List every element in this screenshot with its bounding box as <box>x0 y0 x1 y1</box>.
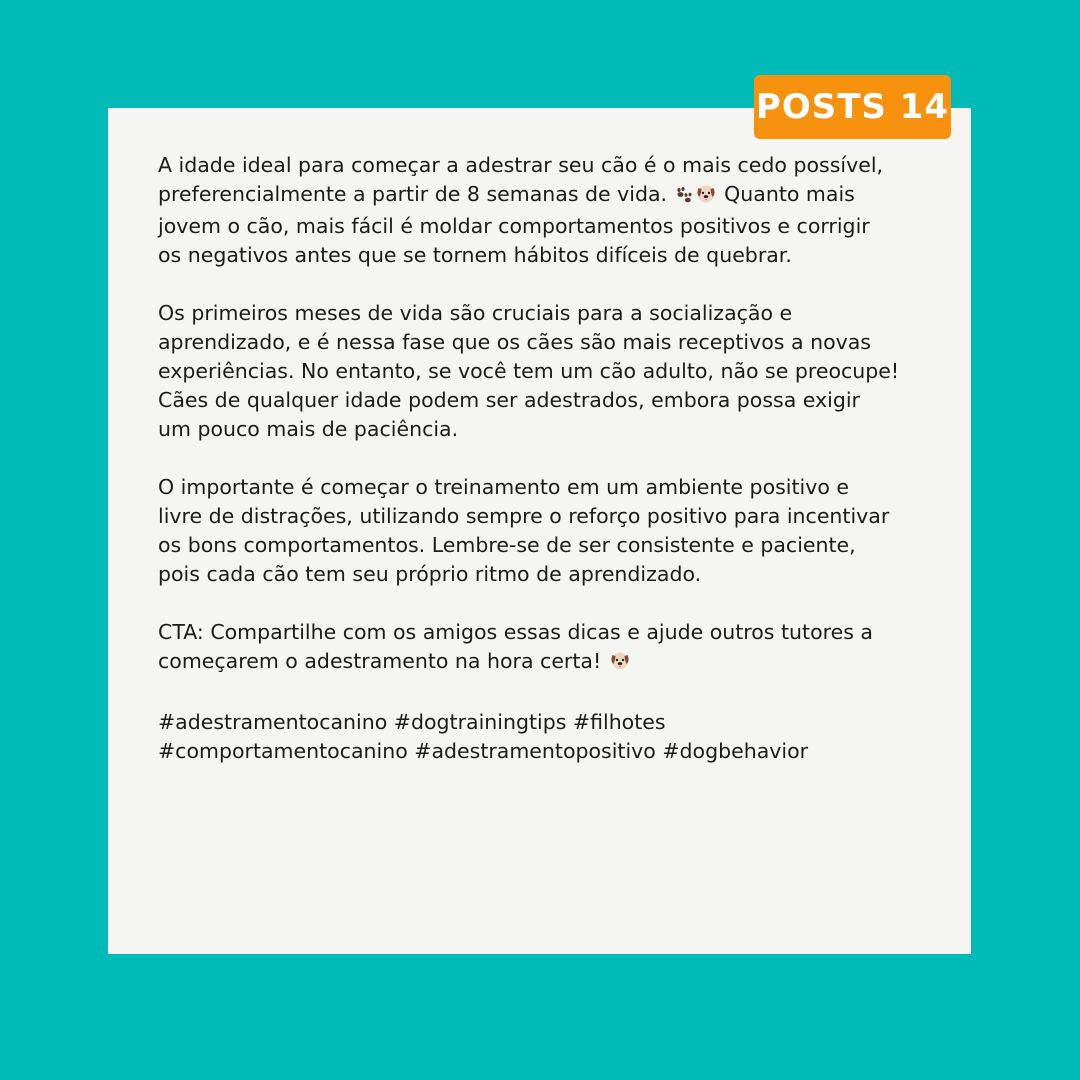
hashtags: #adestramentocanino #dogtrainingtips #filhotes #comportamentocanino #adestramentopositivo #dogbehavior <box>158 710 809 763</box>
badge-label: POSTS 14 <box>755 87 950 127</box>
paragraph-socialization: Os primeiros meses de vida são cruciais para a socialização e aprendizado, e é nessa fase que os cães são mais receptivos a novas experiências. No entanto, se você tem um cão adulto, não se preocupe! Cães de qualquer idade podem ser adestrados, embora possa exigir um pouco mais de paciência. <box>158 301 900 441</box>
post-card <box>108 108 971 954</box>
cta-text: CTA: Compartilhe com os amigos essas dicas e ajude outros tutores a começarem o adestramento na hora certa! <box>158 620 873 673</box>
cta-paragraph <box>158 618 921 679</box>
dog-face-icon <box>609 649 631 679</box>
paragraph-age <box>158 151 921 270</box>
post-number-badge <box>754 75 951 139</box>
paw-prints-icon <box>675 183 693 212</box>
dog-face-icon <box>695 182 717 212</box>
paragraph-age-text-start: A idade ideal para começar a adestrar seu cão é o mais cedo possível, preferencialmente a partir de 8 semanas de vida. <box>158 153 884 206</box>
paragraph-age-text-end: Quanto mais jovem o cão, mais fácil é moldar comportamentos positivos e corrigir os negativos antes que se tornem hábitos difíceis de quebrar. <box>158 182 870 267</box>
paragraph-training: O importante é começar o treinamento em um ambiente positivo e livre de distrações, utilizando sempre o reforço positivo para incentivar os bons comportamentos. Lembre-se de ser consistente e paciente, pois cada cão tem seu próprio ritmo de aprendizado. <box>158 475 890 586</box>
